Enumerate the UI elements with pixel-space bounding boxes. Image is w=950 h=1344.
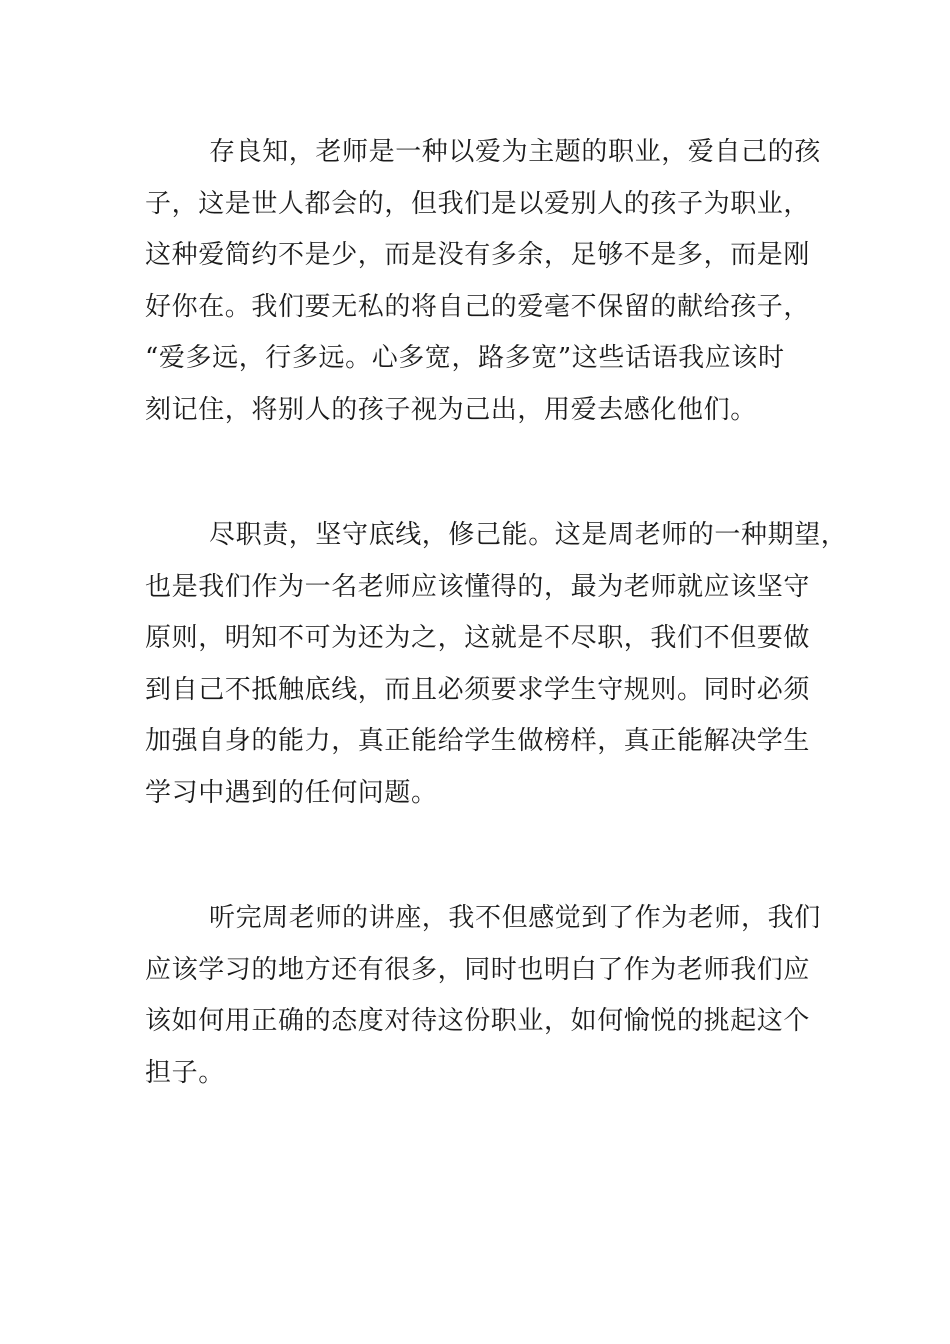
- paragraph-line: 也是我们作为一名老师应该懂得的，最为老师就应该坚守: [145, 571, 811, 602]
- paragraph-line: 加强自身的能力，真正能给学生做榜样，真正能解决学生: [145, 726, 811, 756]
- paragraph-1: [145, 127, 821, 436]
- paragraph-line: 该如何用正确的态度对待这份职业，如何愉悦的挑起这个: [145, 1006, 811, 1036]
- paragraph-3: [145, 893, 821, 1099]
- paragraph-line: 应该学习的地方还有很多，同时也明白了作为老师我们应: [145, 954, 811, 985]
- paragraph-line: 好你在。我们要无私的将自己的爱毫不保留的献给孩子，: [145, 291, 811, 322]
- paragraph-2: [145, 510, 848, 819]
- paragraph-line: 子，这是世人都会的，但我们是以爱别人的孩子为职业，: [145, 188, 811, 219]
- document-body: [145, 127, 848, 1173]
- paragraph-line: “爱多远，行多远。心多宽，路多宽”这些话语我应该时: [145, 343, 785, 373]
- paragraph-line: 到自己不抵触底线，而且必须要求学生守规则。同时必须: [145, 674, 811, 705]
- paragraph-line: 存良知，老师是一种以爱为主题的职业，爱自己的孩: [209, 137, 821, 167]
- paragraph-line: 尽职责，坚守底线，修己能。这是周老师的一种期望，: [209, 520, 848, 550]
- paragraph-line: 听完周老师的讲座，我不但感觉到了作为老师，我们: [209, 903, 821, 933]
- paragraph-line: 这种爱简约不是少，而是没有多余，足够不是多，而是刚: [145, 240, 811, 270]
- paragraph-line: 原则，明知不可为还为之，这就是不尽职，我们不但要做: [145, 623, 811, 653]
- paragraph-line: 学习中遇到的任何问题。: [145, 777, 438, 808]
- paragraph-line: 担子。: [145, 1057, 225, 1088]
- paragraph-line: 刻记住，将别人的孩子视为己出，用爱去感化他们。: [145, 394, 757, 425]
